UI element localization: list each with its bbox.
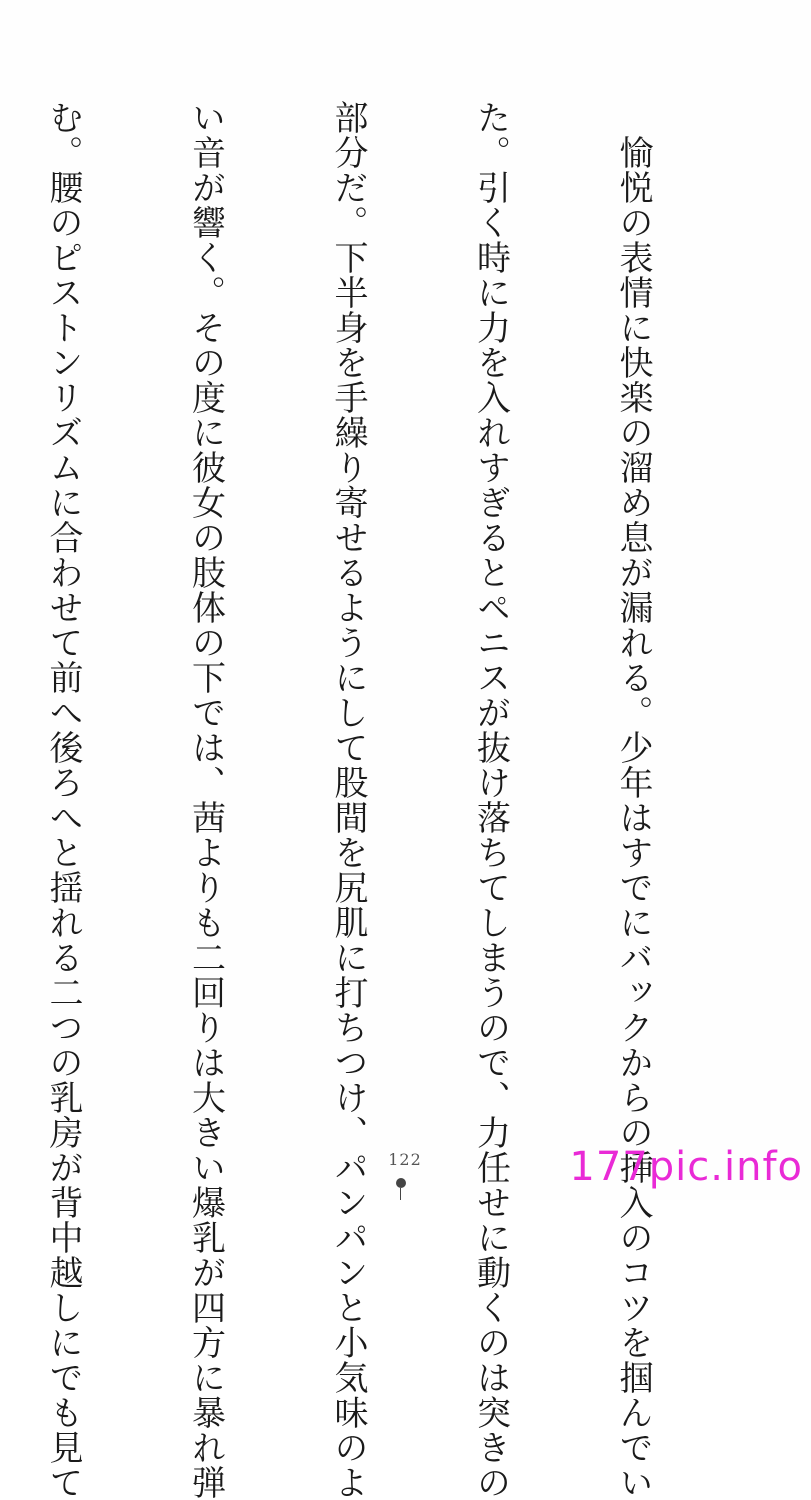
- watermark-logo: 177pic.info: [569, 1144, 803, 1190]
- page-number: 122: [388, 1150, 422, 1169]
- text-line: い音が響く。その度に彼女の肢体の下では、茜よりも二回りは大きい爆乳が四方に暴れ弾: [185, 100, 226, 1500]
- page-marker-stem: [400, 1188, 401, 1200]
- text-line: 愉悦の表情に快楽の溜め息が漏れる。少年はすでにバックからの挿入のコツを掴んでい: [613, 100, 653, 1500]
- text-line: 部分だ。下半身を手繰り寄せるようにして股間を尻肌に打ちつけ、パンパンと小気味のよ: [328, 100, 368, 1500]
- text-line: む。腰のピストンリズムに合わせて前へ後ろへと揺れる二つの乳房が背中越しにでも見て: [43, 100, 83, 1500]
- page-marker-dot: [396, 1178, 406, 1188]
- text-line: た。引く時に力を入れすぎるとペニスが抜け落ちてしまうので、力任せに動くのは突きの: [470, 100, 511, 1500]
